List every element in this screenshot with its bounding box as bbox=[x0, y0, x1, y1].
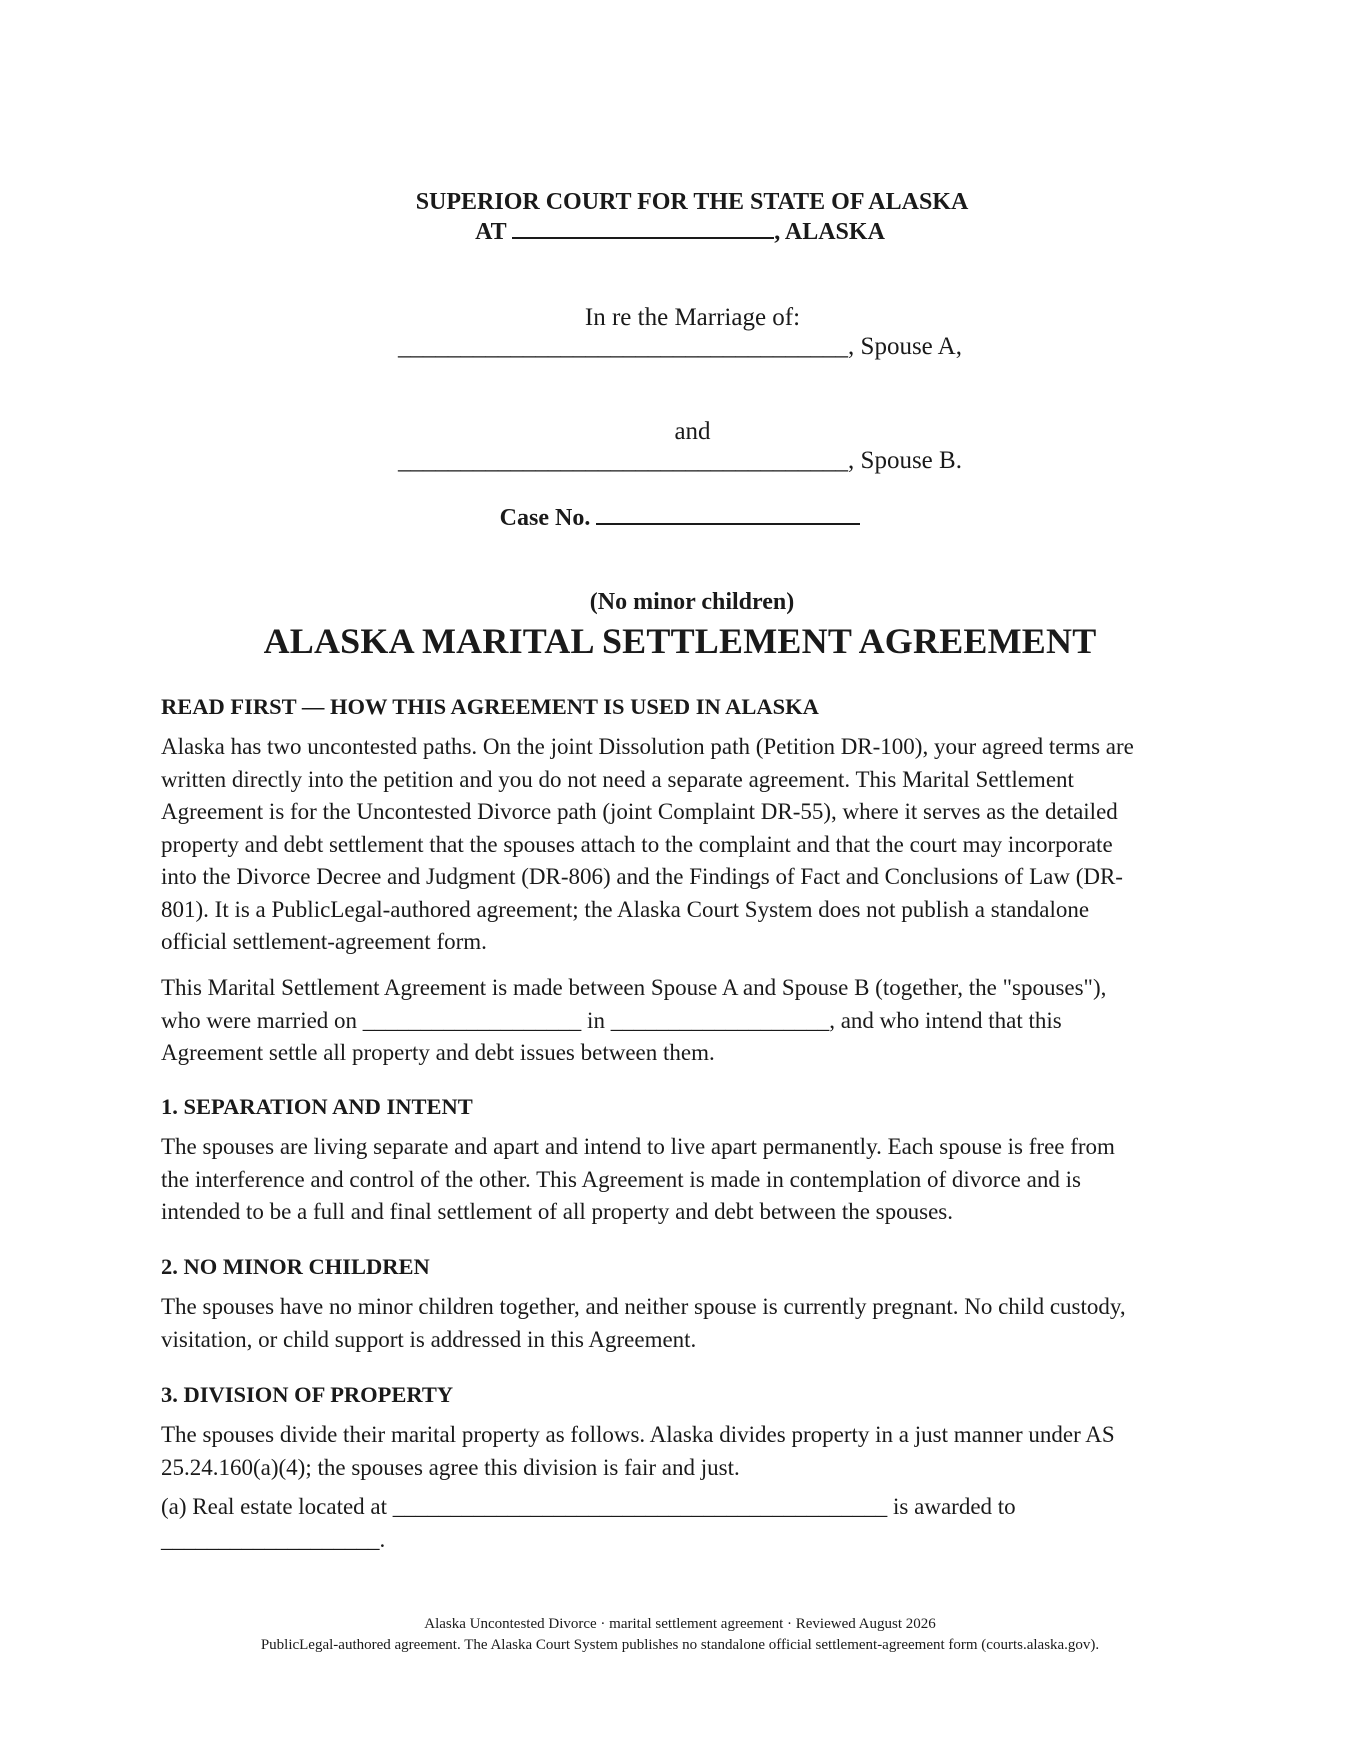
paragraph-line: written directly into the petition and you do not need a separate agreement. This Marital Settlement bbox=[161, 766, 1074, 792]
paragraph-line: This Marital Settlement Agreement is made between Spouse A and Spouse B (together, the "spouses"), bbox=[161, 975, 1107, 1000]
paragraph-line: property and debt settlement that the spouses attach to the complaint and that the court may incorporate bbox=[161, 831, 1113, 857]
spouse-a-label: , Spouse A, bbox=[848, 333, 962, 360]
spouse-b-label: , Spouse B. bbox=[848, 447, 962, 474]
paragraph-line: official settlement-agreement form. bbox=[161, 929, 487, 954]
paragraph-line: The spouses divide their marital property as follows. Alaska divides property in a just manner under AS bbox=[161, 1422, 1115, 1447]
spouse-b-blank[interactable]: ____________________________________ bbox=[398, 447, 849, 474]
case-number-blank[interactable] bbox=[596, 523, 860, 525]
paragraph-line: 25.24.160(a)(4); the spouses agree this division is fair and just. bbox=[161, 1454, 740, 1480]
paragraph-line: (a) Real estate located at ___________________________________________ is awarded to bbox=[161, 1494, 1016, 1519]
paragraph-line: intended to be a full and final settlement of all property and debt between the spouses. bbox=[161, 1199, 953, 1224]
document-title: ALASKA MARITAL SETTLEMENT AGREEMENT bbox=[263, 621, 1097, 661]
paragraph-line: The spouses are living separate and apart and intend to live apart permanently. Each spouse is free from bbox=[161, 1134, 1115, 1159]
paragraph-line: the interference and control of the other. This Agreement is made in contemplation of divorce and is bbox=[161, 1166, 1081, 1192]
paragraph-line: Alaska has two uncontested paths. On the joint Dissolution path (Petition DR-100), your agreed terms are bbox=[161, 734, 1134, 759]
court-location-prefix: AT bbox=[475, 219, 513, 245]
page-footer bbox=[0, 1614, 1360, 1656]
court-heading: SUPERIOR COURT FOR THE STATE OF ALASKA bbox=[415, 189, 969, 215]
section-1-heading: 1. SEPARATION AND INTENT bbox=[161, 1094, 473, 1119]
spouse-a-blank[interactable]: ____________________________________ bbox=[398, 333, 849, 360]
section-2-paragraph bbox=[161, 1291, 1201, 1356]
court-location-blank[interactable] bbox=[512, 237, 774, 239]
paragraph-line: Agreement is for the Uncontested Divorce path (joint Complaint DR-55), where it serves as the detailed bbox=[161, 799, 1118, 824]
no-minor-children-note: (No minor children) bbox=[589, 589, 795, 615]
case-number-label: Case No. bbox=[499, 505, 597, 531]
read-first-heading: READ FIRST — HOW THIS AGREEMENT IS USED IN ALASKA bbox=[161, 694, 819, 719]
in-re-line: In re the Marriage of: bbox=[584, 304, 801, 331]
court-location-line bbox=[0, 219, 1360, 246]
case-number-line bbox=[0, 505, 1360, 532]
footer-line-2: PublicLegal-authored agreement. The Alaska Court System publishes no standalone official settlement-agreement form (courts.alaska.gov). bbox=[260, 1637, 1100, 1653]
spouse-a-line bbox=[0, 333, 1360, 361]
court-location-suffix: , ALASKA bbox=[774, 219, 885, 245]
paragraph-line: ___________________. bbox=[161, 1526, 386, 1552]
section-2-heading: 2. NO MINOR CHILDREN bbox=[161, 1254, 430, 1279]
paragraph-line: visitation, or child support is addressed in this Agreement. bbox=[161, 1326, 697, 1352]
intro-paragraph bbox=[161, 972, 1201, 1070]
section-3-paragraph bbox=[161, 1419, 1201, 1484]
real-estate-clause bbox=[161, 1491, 1201, 1556]
paragraph-line: The spouses have no minor children together, and neither spouse is currently pregnant. No child custody, bbox=[161, 1294, 1126, 1319]
paragraph-line: Agreement settle all property and debt issues between them. bbox=[161, 1040, 715, 1065]
paragraph-line: who were married on ___________________ in ___________________, and who intend that this bbox=[161, 1007, 1062, 1033]
section-1-paragraph bbox=[161, 1131, 1201, 1229]
footer-line-1: Alaska Uncontested Divorce · marital settlement agreement · Reviewed August 2026 bbox=[424, 1616, 936, 1632]
paragraph-line: 801). It is a PublicLegal-authored agreement; the Alaska Court System does not publish a standalone bbox=[161, 896, 1090, 922]
paragraph-line: into the Divorce Decree and Judgment (DR-806) and the Findings of Fact and Conclusions of Law (DR- bbox=[161, 864, 1123, 889]
spouse-b-line bbox=[0, 447, 1360, 475]
and-line: and bbox=[674, 418, 711, 445]
section-3-heading: 3. DIVISION OF PROPERTY bbox=[161, 1382, 454, 1407]
read-first-paragraph bbox=[161, 731, 1201, 959]
